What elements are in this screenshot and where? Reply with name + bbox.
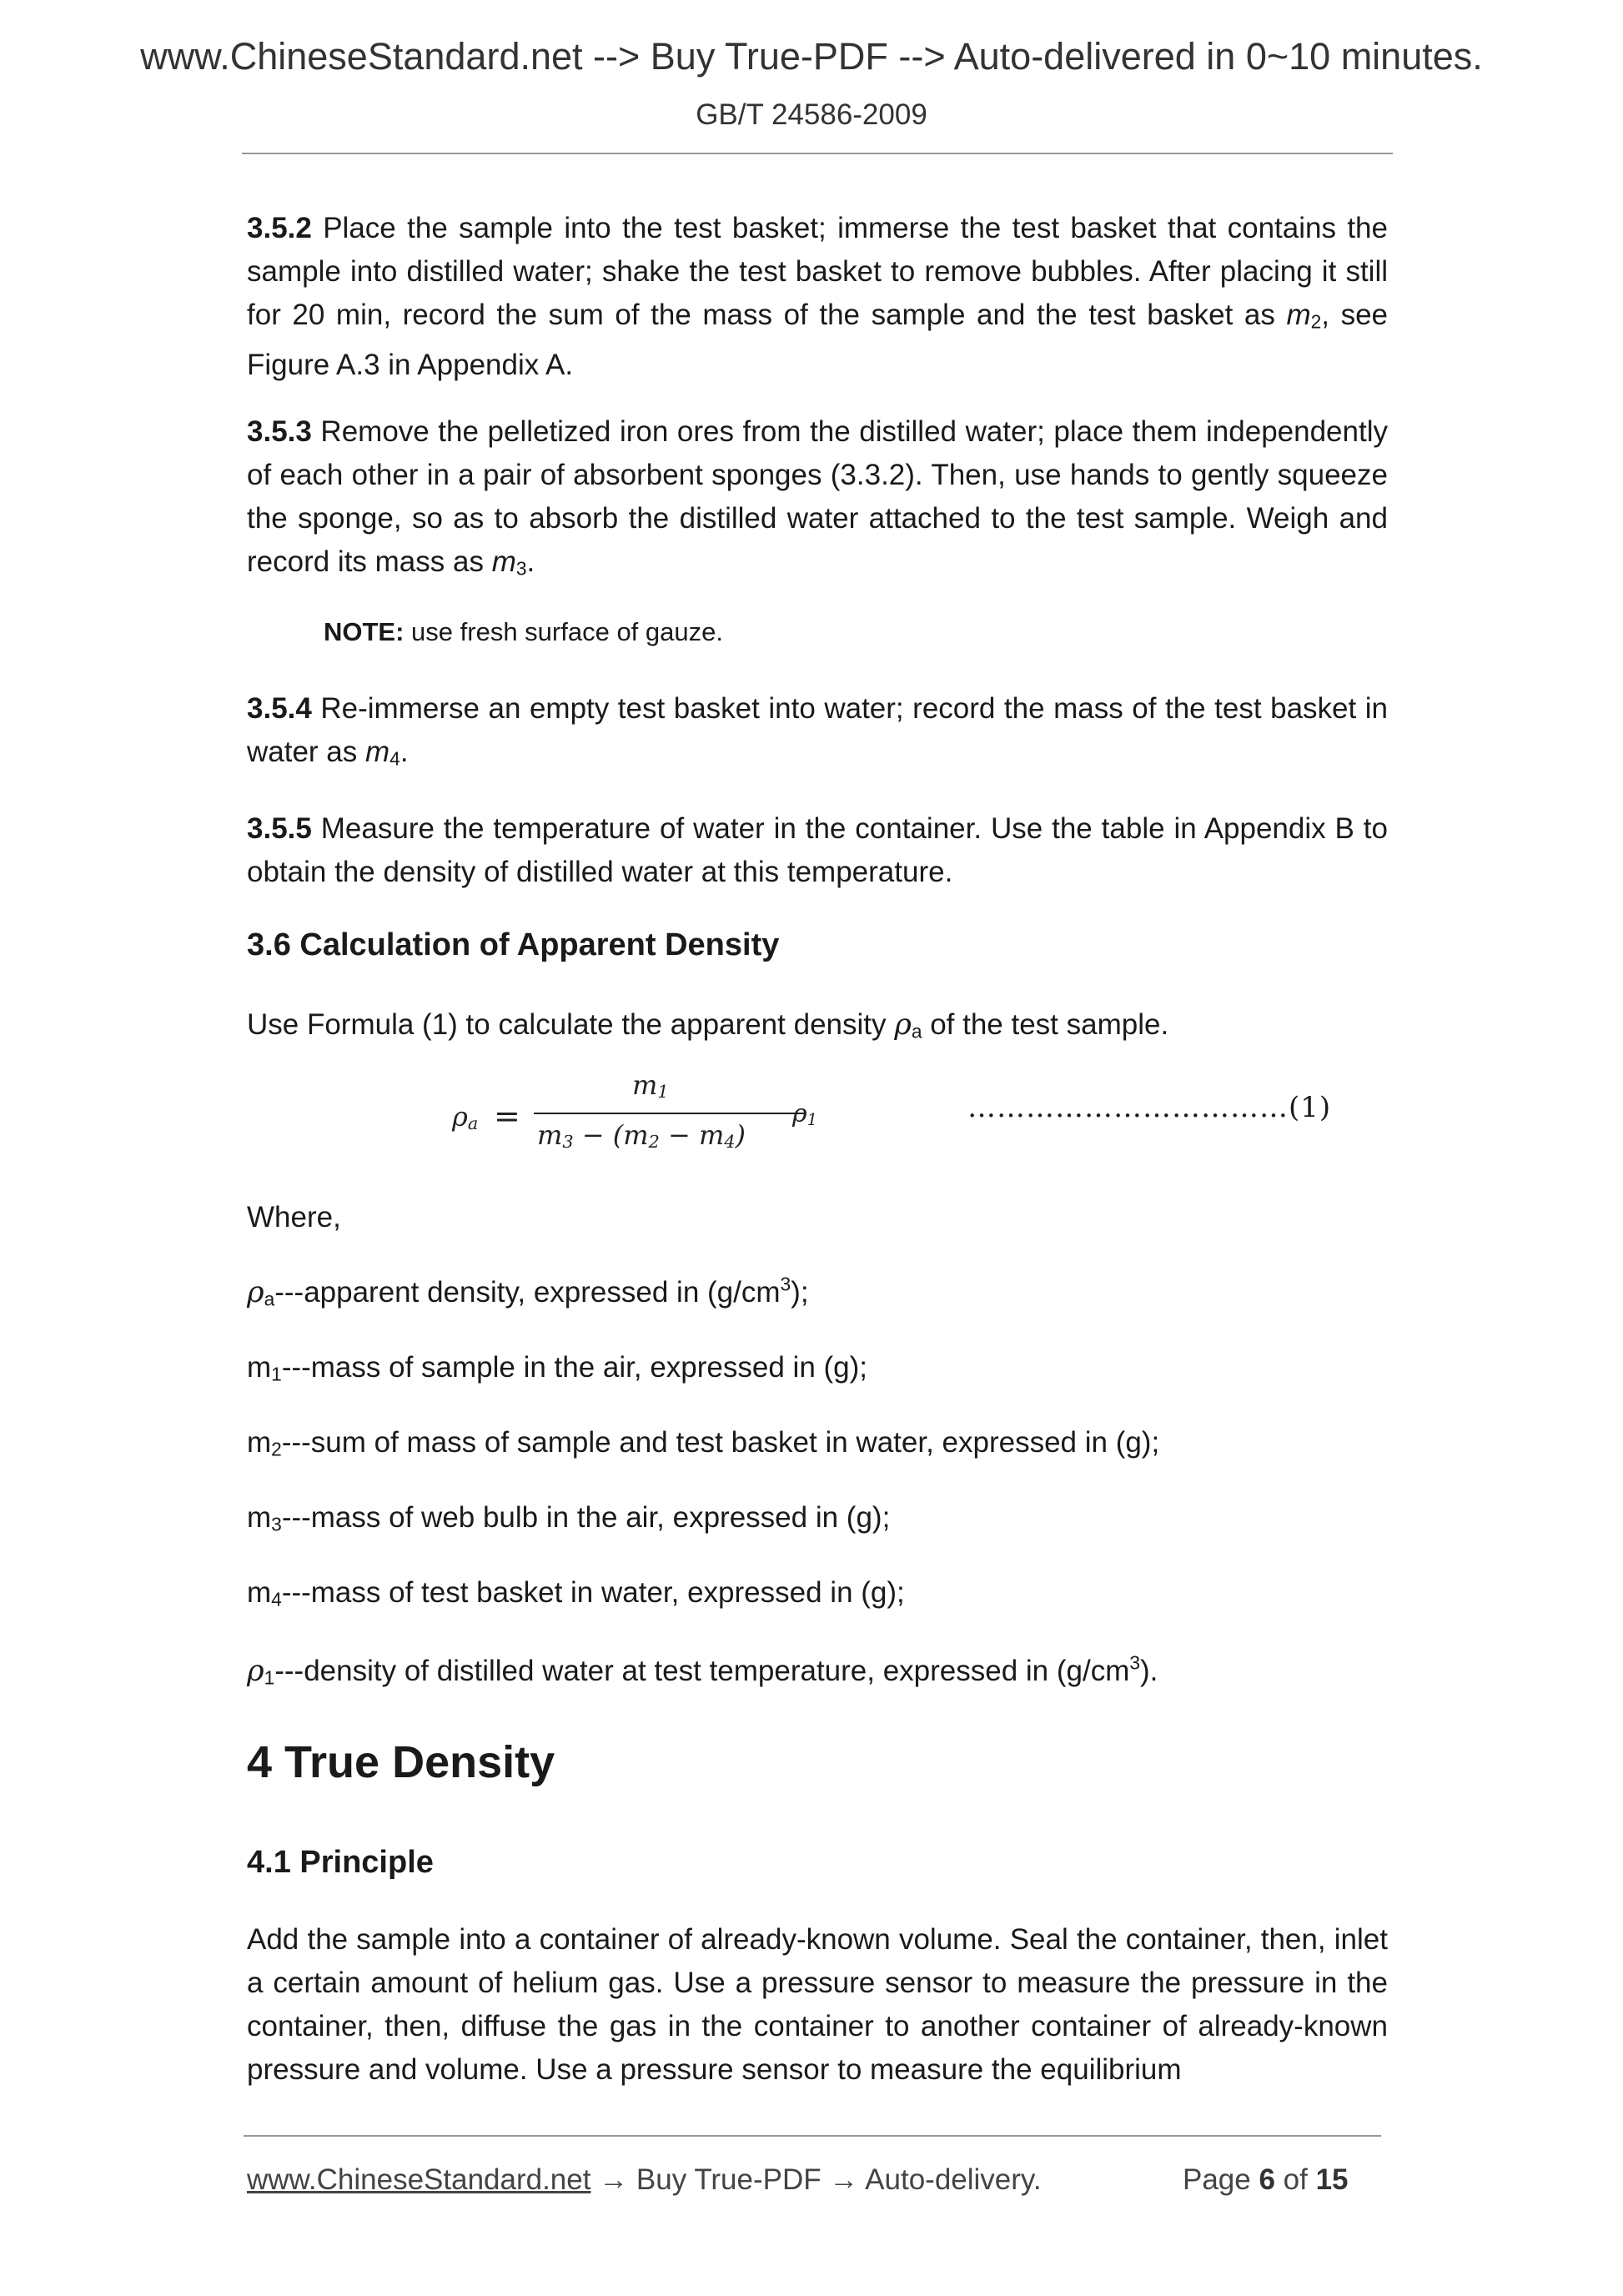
page-number bbox=[1183, 2163, 1349, 2197]
def-text: ---density of distilled water at test temperature, expressed in (g/cm bbox=[274, 1655, 1130, 1687]
formula-lhs bbox=[452, 1101, 478, 1133]
rho1-subscript: 1 bbox=[806, 1109, 818, 1129]
def-subscript: 3 bbox=[271, 1513, 282, 1535]
def-subscript: 4 bbox=[271, 1588, 282, 1610]
var-subscript: 3 bbox=[515, 557, 527, 580]
denominator-subscript: 2 bbox=[648, 1132, 660, 1153]
clause-number: 3.5.5 bbox=[247, 812, 312, 845]
section-heading-4-1: 4.1 Principle bbox=[247, 1845, 434, 1880]
def-subscript: a bbox=[264, 1288, 275, 1310]
def-superscript: 3 bbox=[780, 1273, 791, 1295]
def-end: ). bbox=[1140, 1655, 1158, 1687]
section-heading-4: 4 True Density bbox=[247, 1737, 555, 1787]
standard-code: GB/T 24586-2009 bbox=[696, 98, 927, 131]
def-superscript: 3 bbox=[1129, 1651, 1141, 1674]
total-pages: 15 bbox=[1315, 2163, 1349, 2196]
denominator-part: m bbox=[537, 1119, 563, 1151]
definition-item bbox=[247, 1496, 1388, 1546]
denominator-part: ) bbox=[735, 1119, 746, 1151]
def-symbol: ρ bbox=[247, 1655, 264, 1688]
def-subscript: 1 bbox=[264, 1666, 275, 1689]
of-label: of bbox=[1274, 2163, 1316, 2196]
note bbox=[324, 617, 723, 647]
header-divider bbox=[242, 153, 1393, 154]
clause-number: 3.5.2 bbox=[247, 212, 312, 244]
rho1-symbol: ρ bbox=[792, 1099, 807, 1128]
formula-lhs-subscript: a bbox=[467, 1113, 479, 1134]
clause-text-end: . bbox=[399, 736, 409, 768]
def-end: ); bbox=[791, 1276, 809, 1309]
footer-divider bbox=[244, 2135, 1381, 2137]
var-subscript: 2 bbox=[1310, 310, 1322, 333]
formula-lhs-symbol: ρ bbox=[452, 1101, 468, 1133]
clause-number: 3.5.4 bbox=[247, 692, 312, 725]
formula-numerator bbox=[632, 1069, 669, 1102]
footer-site-link[interactable]: www.ChineseStandard.net bbox=[247, 2163, 591, 2196]
denominator-part: − m bbox=[659, 1119, 725, 1151]
def-subscript: 2 bbox=[271, 1438, 282, 1460]
def-text: ---apparent density, expressed in (g/cm bbox=[274, 1276, 781, 1309]
formula-intro bbox=[247, 1003, 1388, 1053]
top-banner: www.ChineseStandard.net --> Buy True-PDF --> Auto-delivered in 0~10 minutes. bbox=[140, 35, 1483, 78]
section-heading-3-6: 3.6 Calculation of Apparent Density bbox=[247, 927, 780, 962]
formula-rho1 bbox=[792, 1099, 817, 1129]
var-symbol: m bbox=[1286, 299, 1311, 331]
definition-item bbox=[247, 1571, 1388, 1621]
principle-paragraph: Add the sample into a container of already-known volume. Seal the container, then, inlet a certain amount of helium gas. Use a pressure sensor to measure the pressure in the container, then, diffuse the gas in the container to another container of already-known pressure and volume. Use a pressure sensor to measure the equilibrium bbox=[247, 1923, 1388, 2086]
clause-text: Place the sample into the test basket; immerse the test basket that contains the sample into distilled water; shake the test basket to remove bubbles. After placing it still for 20 min, record the sum of the mass of the sample and the test basket as bbox=[247, 212, 1388, 331]
def-text: ---mass of sample in the air, expressed in (g); bbox=[281, 1351, 868, 1384]
def-symbol: m bbox=[247, 1576, 272, 1609]
clause-3-5-5 bbox=[247, 807, 1388, 894]
clause-3-5-4 bbox=[247, 687, 1388, 781]
numerator-subscript: 1 bbox=[657, 1082, 669, 1103]
var-symbol: m bbox=[365, 736, 390, 768]
rho-symbol: ρ bbox=[894, 1008, 912, 1042]
clause-3-5-3 bbox=[247, 410, 1388, 590]
clause-text: Re-immerse an empty test basket into water; record the mass of the test basket in water as bbox=[247, 692, 1388, 768]
intro-text-end: of the test sample. bbox=[922, 1008, 1169, 1041]
clause-text: Measure the temperature of water in the container. Use the table in Appendix B to obtain the density of distilled water at this temperature. bbox=[247, 812, 1388, 888]
formula-1 bbox=[450, 1069, 818, 1168]
footer-text: → Buy True-PDF → Auto-delivery. bbox=[590, 2163, 1042, 2196]
formula-reference: ……………………………(1) bbox=[967, 1091, 1332, 1124]
formula-denominator bbox=[537, 1119, 746, 1152]
page-label: Page bbox=[1183, 2163, 1259, 2196]
denominator-subscript: 3 bbox=[562, 1132, 574, 1153]
def-text: ---mass of test basket in water, expressed in (g); bbox=[281, 1576, 905, 1609]
definition-item bbox=[247, 1650, 1388, 1700]
rho-subscript: a bbox=[911, 1020, 922, 1042]
note-text: use fresh surface of gauze. bbox=[404, 617, 723, 646]
clause-text: Remove the pelletized iron ores from the distilled water; place them independently of each other in a pair of absorbent sponges (3.3.2). Then, use hands to gently squeeze the sponge, so as to absorb the distilled water attached to the test sample. Weigh and record its mass as bbox=[247, 415, 1388, 578]
where-label: Where, bbox=[247, 1201, 341, 1233]
denominator-part: − (m bbox=[573, 1119, 649, 1151]
def-symbol: ρ bbox=[247, 1276, 264, 1309]
intro-text: Use Formula (1) to calculate the apparent density bbox=[247, 1008, 895, 1041]
definition-item bbox=[247, 1271, 1388, 1321]
clause-text-end: , see Figure A.3 in Appendix A. bbox=[247, 299, 1389, 381]
formula-equals: = bbox=[494, 1098, 520, 1134]
note-label: NOTE: bbox=[324, 617, 404, 646]
clause-text-end: . bbox=[526, 545, 535, 578]
fraction-bar bbox=[534, 1113, 804, 1114]
def-symbol: m bbox=[247, 1351, 272, 1384]
def-text: ---sum of mass of sample and test basket in water, expressed in (g); bbox=[281, 1426, 1160, 1459]
definition-item bbox=[247, 1346, 1388, 1396]
def-subscript: 1 bbox=[271, 1363, 282, 1385]
var-symbol: m bbox=[491, 545, 516, 578]
footer-link[interactable] bbox=[247, 2163, 1042, 2197]
denominator-subscript: 4 bbox=[724, 1132, 736, 1153]
definition-item bbox=[247, 1421, 1388, 1471]
def-symbol: m bbox=[247, 1501, 272, 1534]
clause-number: 3.5.3 bbox=[247, 415, 312, 448]
numerator-symbol: m bbox=[632, 1069, 658, 1101]
clause-3-5-2 bbox=[247, 207, 1388, 387]
var-subscript: 4 bbox=[389, 747, 400, 770]
def-symbol: m bbox=[247, 1426, 272, 1459]
current-page: 6 bbox=[1259, 2163, 1275, 2196]
def-text: ---mass of web bulb in the air, expressed in (g); bbox=[281, 1501, 891, 1534]
